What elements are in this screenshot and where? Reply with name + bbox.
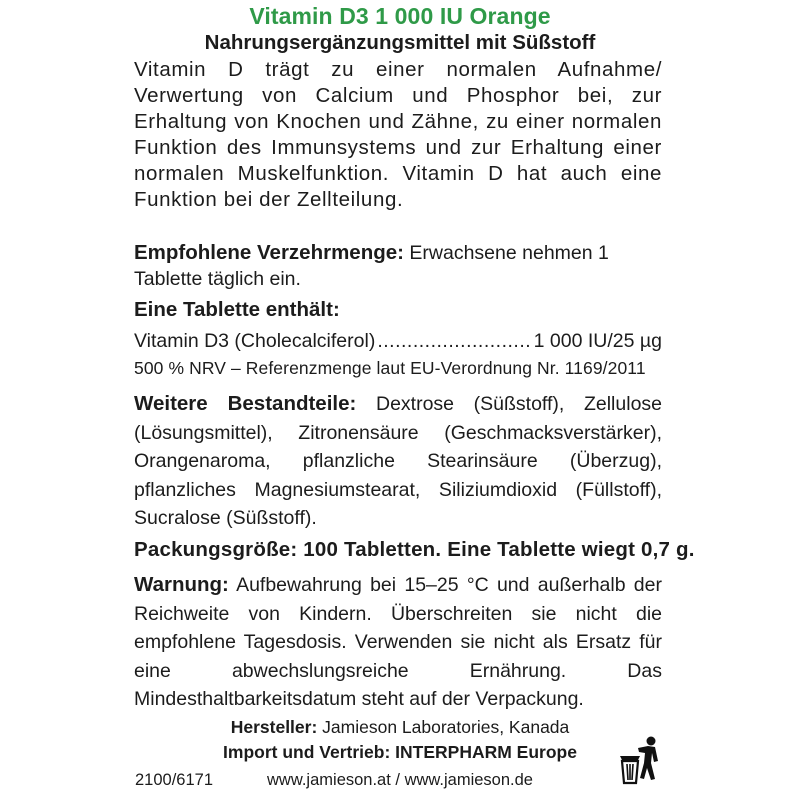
recycle-bin-person-icon (618, 735, 664, 785)
dosage-label: Empfohlene Verzehrmenge: (134, 241, 404, 264)
other-ingredients-text: Dextrose (Süßstoff), Zellulose (Lösungsmittel), Zitronensäure (Geschmacksverstärker), Orangenaroma, pflanzliche Stearinsäure (Überzug), pflanzliches Magnesiumstearat, Siliziumdioxid (Füllstoff), Sucralose (Süßstoff). (134, 393, 663, 529)
warning-label: Warnung: (134, 573, 229, 596)
nrv-note: 500 % NRV – Referenzmenge laut EU-Verordnung Nr. 1169/2011 (134, 358, 646, 378)
manufacturer-line (0, 717, 800, 738)
contents-heading: Eine Tablette enthält: (134, 298, 340, 321)
product-code: 2100/6171 (135, 771, 213, 789)
product-title: Vitamin D3 1 000 IU Orange (249, 3, 551, 29)
ingredient-name: Vitamin D3 (Cholecalciferol) (134, 330, 376, 352)
description-paragraph: Vitamin D trägt zu einer normalen Aufnahme/ Verwertung von Calcium und Phosphor bei, zur Erhaltung von Knochen und Zähne, zu einer normalen Funktion des Immunsystems und zur Erhaltung einer normalen Muskelfunktion. Vitamin D hat auch eine Funktion bei der Zellteilung. (134, 58, 662, 211)
import-line: Import und Vertrieb: INTERPHARM Europe (223, 742, 577, 762)
dosage-text: Erwachsene nehmen 1 Tablette täglich ein. (134, 242, 609, 290)
websites: www.jamieson.at / www.jamieson.de (267, 771, 533, 789)
ingredient-amount: 1 000 IU/25 µg (533, 330, 662, 352)
manufacturer-text: Jamieson Laboratories, Kanada (317, 717, 570, 737)
warning-text: Aufbewahrung bei 15–25 °C und außerhalb der Reichweite von Kindern. Überschreiten sie nicht die empfohlene Tagesdosis. Verwenden sie nicht als Ersatz für eine abwechslungsreiche Ernährung. Das Mindesthaltbarkeitsdatum steht auf der Verpackung. (134, 574, 662, 710)
other-ingredients-label: Weitere Bestandteile: (134, 392, 357, 415)
warning-paragraph (134, 571, 662, 714)
product-subtitle: Nahrungsergänzungsmittel mit Süßstoff (204, 31, 596, 54)
dosage-paragraph (134, 240, 662, 292)
package-size: Packungsgröße: 100 Tabletten. Eine Tablette wiegt 0,7 g. (134, 538, 695, 561)
manufacturer-label: Hersteller: (230, 717, 318, 737)
leader-dots (377, 330, 531, 353)
other-ingredients-paragraph (134, 390, 662, 533)
ingredient-row (134, 330, 662, 353)
